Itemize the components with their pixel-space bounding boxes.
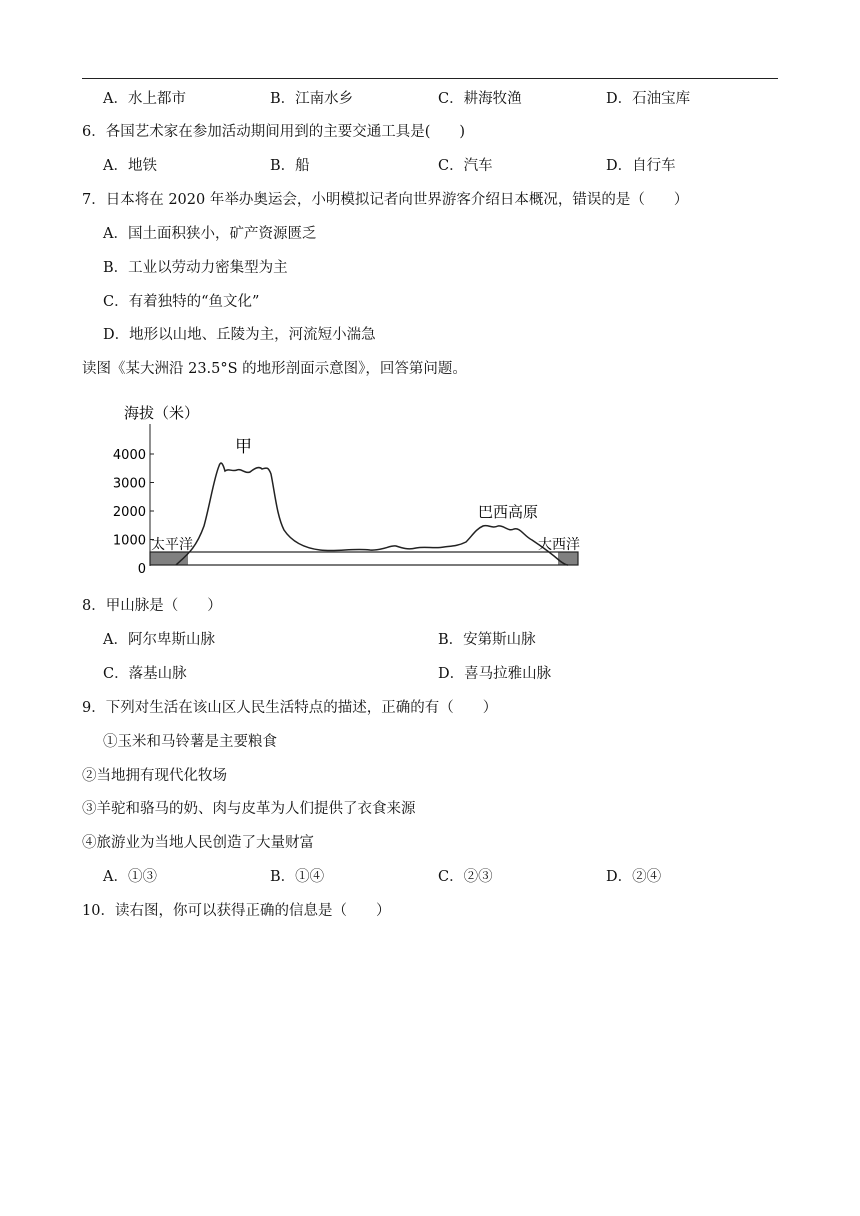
y-tick-label: 1000 — [112, 533, 146, 549]
sea-level-band — [150, 552, 578, 565]
y-axis-ticks — [113, 448, 154, 577]
q7-stem: 7．日本将在 2020 年举办奥运会，小明模拟记者向世界游客介绍日本概况，错误的是（ ） — [82, 192, 689, 208]
atlantic-label: 大西洋 — [538, 537, 580, 553]
y-tick-label: 4000 — [112, 448, 146, 463]
q10-stem: 10．读右图，你可以获得正确的信息是（ ） — [82, 903, 391, 919]
q5-option-b[interactable]: B．江南水乡 — [270, 91, 354, 107]
q5-option-c[interactable]: C．耕海牧渔 — [438, 91, 522, 107]
peak-label-jia: 甲 — [235, 437, 252, 457]
q8-stem: 8．甲山脉是（ ） — [82, 598, 222, 614]
y-tick-label: 2000 — [112, 505, 146, 520]
q9-statement-3: ③羊驼和骆马的奶、肉与皮革为人们提供了衣食来源 — [82, 801, 416, 817]
pacific-label: 太平洋 — [151, 537, 193, 553]
q8-option-c[interactable]: C．落基山脉 — [103, 666, 187, 682]
q6-stem: 6．各国艺术家在参加活动期间用到的主要交通工具是( ) — [82, 124, 466, 140]
q7-option-c[interactable]: C．有着独特的“鱼文化” — [103, 294, 260, 310]
q6-option-b[interactable]: B．船 — [270, 158, 310, 174]
q6-option-c[interactable]: C．汽车 — [438, 158, 493, 174]
q7-option-b[interactable]: B．工业以劳动力密集型为主 — [103, 260, 288, 276]
q5-option-d[interactable]: D．石油宝库 — [606, 91, 691, 107]
q7-option-a[interactable]: A．国土面积狭小，矿产资源匮乏 — [103, 226, 317, 242]
q7-option-d[interactable]: D．地形以山地、丘陵为主，河流短小湍急 — [103, 327, 376, 343]
header-rule — [82, 78, 778, 79]
y-tick-label: 0 — [137, 562, 146, 577]
q9-stem: 9．下列对生活在该山区人民生活特点的描述，正确的有（ ） — [82, 700, 498, 716]
q6-option-d[interactable]: D．自行车 — [606, 158, 676, 174]
q8-option-d[interactable]: D．喜马拉雅山脉 — [438, 666, 552, 682]
figure-ylabel: 海拔（米） — [124, 404, 200, 422]
q9-option-a[interactable]: A．①③ — [103, 869, 157, 885]
q9-statement-2: ②当地拥有现代化牧场 — [82, 768, 227, 784]
q5-option-a[interactable]: A．水上都市 — [103, 91, 186, 107]
y-tick-label: 3000 — [112, 476, 146, 492]
plateau-label: 巴西高原 — [478, 503, 539, 521]
q9-option-c[interactable]: C．②③ — [438, 869, 493, 885]
q9-statement-4: ④旅游业为当地人民创造了大量财富 — [82, 835, 314, 851]
terrain-profile-figure — [100, 396, 600, 578]
q6-option-a[interactable]: A．地铁 — [103, 158, 157, 174]
q9-statement-1: ①玉米和马铃薯是主要粮食 — [103, 734, 277, 750]
atlantic-ocean-block — [558, 552, 578, 565]
q8-option-a[interactable]: A．阿尔卑斯山脉 — [103, 632, 215, 648]
q9-option-d[interactable]: D．②④ — [606, 869, 662, 885]
q9-option-b[interactable]: B．①④ — [270, 869, 325, 885]
passage-text: 读图《某大洲沿 23.5°S 的地形剖面示意图》，回答第问题。 — [82, 361, 467, 377]
q8-option-b[interactable]: B．安第斯山脉 — [438, 632, 536, 648]
